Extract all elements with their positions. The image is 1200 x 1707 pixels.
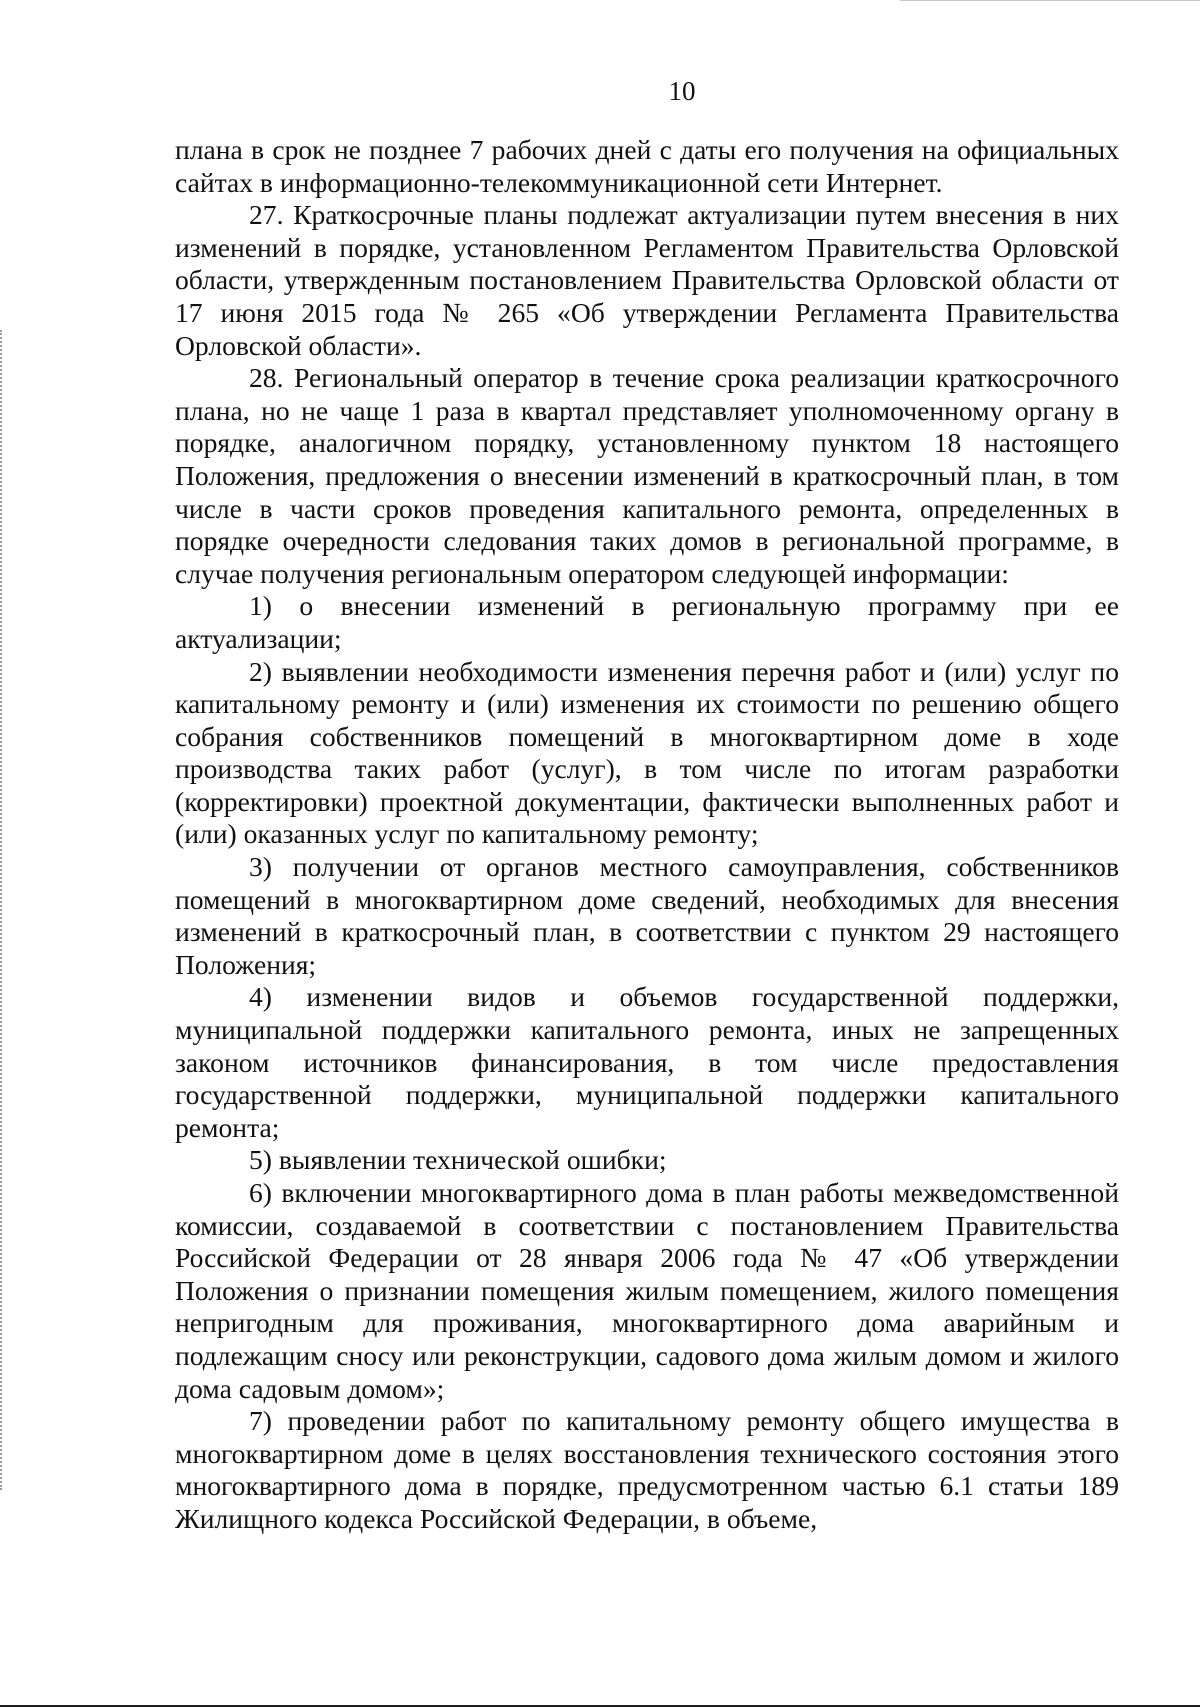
document-body [175, 134, 1119, 1536]
paragraph-item-28: 28. Региональный оператор в течение срока реализации краткосрочного плана, но не чаще 1 раза в квартал представляет уполномоченному органу в порядке, аналогичном порядку, установленному пунктом 18 настоящего Положения, предложения о внесении изменений в краткосрочный план, в том числе в части сроков проведения капитального ремонта, определенных в порядке очередности следования таких домов в региональной программе, в случае получения региональным оператором следующей информации: [175, 362, 1119, 589]
paragraph-item-27: 27. Краткосрочные планы подлежат актуализации путем внесения в них изменений в порядке, установленном Регламентом Правительства Орловской области, утвержденным постановлением Правительства Орловской области от 17 июня 2015 года № 265 «Об утверждении Регламента Правительства Орловской области». [175, 199, 1119, 361]
subitem-6: 6) включении многоквартирного дома в план работы межведомственной комиссии, создаваемой в соответствии с постановлением Правительства Российской Федерации от 28 января 2006 года № 47 «Об утверждении Положения о признании помещения жилым помещением, жилого помещения непригодным для проживания, многоквартирного дома аварийным и подлежащим сносу или реконструкции, садового дома жилым домом и жилого дома садовым домом»; [175, 1177, 1119, 1404]
scan-edge-top [900, 0, 1200, 1]
page-number: 10 [668, 76, 696, 106]
paragraph-continuation: плана в срок не позднее 7 рабочих дней с даты его получения на официальных сайтах в информационно-телекоммуникационной сети Интернет. [175, 134, 1119, 198]
subitem-2: 2) выявлении необходимости изменения перечня работ и (или) услуг по капитальному ремонту и (или) изменения их стоимости по решению общего собрания собственников помещений в многоквартирном доме в ходе производства таких работ (услуг), в том числе по итогам разработки (корректировки) проектной документации, фактически выполненных работ и (или) оказанных услуг по капитальному ремонту; [175, 655, 1119, 850]
scan-edge-left [0, 330, 6, 1490]
subitem-5: 5) выявлении технической ошибки; [249, 1144, 667, 1176]
subitem-7: 7) проведении работ по капитальному ремонту общего имущества в многоквартирном доме в целях восстановления технического состояния этого многоквартирного дома в порядке, предусмотренном частью 6.1 статьи 189 Жилищного кодекса Российской Федерации, в объеме, [175, 1405, 1119, 1534]
subitem-1: 1) о внесении изменений в региональную программу при ее актуализации; [175, 590, 1119, 654]
subitem-4: 4) изменении видов и объемов государственной поддержки, муниципальной поддержки капитального ремонта, иных не запрещенных законом источников финансирования, в том числе предоставления государственной поддержки, муниципальной поддержки капитального ремонта; [175, 981, 1119, 1143]
subitem-3: 3) получении от органов местного самоуправления, собственников помещений в многоквартирном доме сведений, необходимых для внесения изменений в краткосрочный план, в соответствии с пунктом 29 настоящего Положения; [175, 851, 1119, 980]
